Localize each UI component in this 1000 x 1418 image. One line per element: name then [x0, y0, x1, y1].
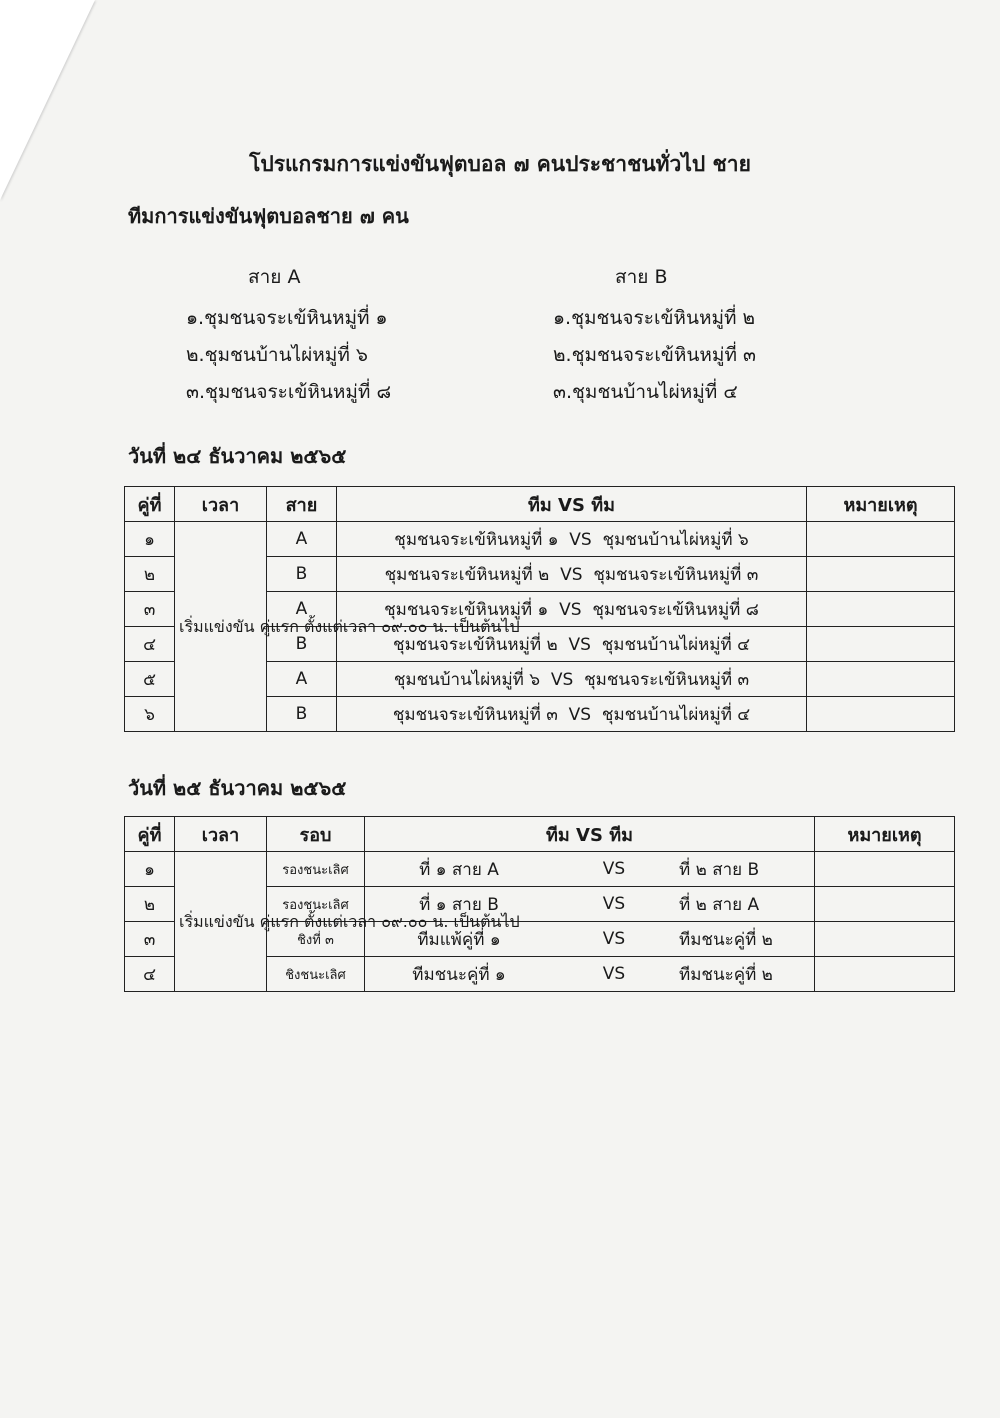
home-team: ที่ ๑ สาย A	[419, 859, 499, 880]
vs-label: VS	[550, 669, 574, 690]
group-a-team: ๑.ชุมชนจระเข้หินหมู่ที่ ๑	[186, 307, 388, 329]
away-team: ทีมชนะคู่ที่ ๒	[679, 929, 773, 950]
home-team: ชุมชนจระเข้หินหมู่ที่ ๑	[394, 529, 559, 550]
header-pair-no: คู่ที่	[125, 487, 175, 522]
home-team: ทีมแพ้คู่ที่ ๑	[417, 929, 501, 950]
pair-no: ๓	[125, 922, 175, 957]
table-header-row	[125, 817, 955, 852]
remark-cell	[807, 662, 955, 697]
group-cell: B	[267, 697, 337, 732]
vs-label: VS	[568, 634, 591, 655]
round-cell: รองชนะเลิศ	[267, 887, 365, 922]
page-title: โปรแกรมการแข่งขันฟุตบอล ๗ คนประชาชนทั่วไป ชาย	[249, 152, 751, 176]
pair-no: ๔	[125, 957, 175, 992]
home-team: ชุมชนจระเข้หินหมู่ที่ ๑	[384, 599, 549, 620]
pair-no: ๔	[125, 627, 175, 662]
group-b-team: ๓.ชุมชนบ้านไผ่หมู่ที่ ๔	[553, 381, 738, 403]
home-team: ชุมชนจระเข้หินหมู่ที่ ๒	[393, 634, 558, 655]
vs-label: VS	[560, 564, 583, 585]
home-team: ชุมชนจระเข้หินหมู่ที่ ๒	[384, 564, 550, 585]
pair-no: ๖	[125, 697, 175, 732]
header-time: เวลา	[175, 817, 267, 852]
away-team: ชุมชนบ้านไผ่หมู่ที่ ๔	[601, 634, 750, 655]
match-cell	[337, 627, 807, 662]
home-team: ชุมชนบ้านไผ่หมู่ที่ ๖	[393, 669, 541, 690]
group-b-team: ๑.ชุมชนจระเข้หินหมู่ที่ ๒	[553, 307, 756, 329]
match-cell	[337, 697, 807, 732]
pair-no: ๑	[125, 522, 175, 557]
away-team: ที่ ๒ สาย A	[679, 894, 760, 915]
away-team: ชุมชนจระเข้หินหมู่ที่ ๓	[593, 564, 759, 585]
header-remark: หมายเหตุ	[815, 817, 955, 852]
group-cell: A	[267, 592, 337, 627]
match-cell	[365, 852, 815, 887]
pair-no: ๕	[125, 662, 175, 697]
table-header-row	[125, 487, 955, 522]
pair-no: ๒	[125, 557, 175, 592]
away-team: ชุมชนจระเข้หินหมู่ที่ ๘	[592, 599, 759, 620]
table-row	[125, 852, 955, 887]
teams-heading: ทีมการแข่งขันฟุตบอลชาย ๗ คน	[128, 204, 409, 228]
round-cell: ชิงชนะเลิศ	[267, 957, 365, 992]
home-team: ทีมชนะคู่ที่ ๑	[412, 964, 506, 985]
remark-cell	[815, 852, 955, 887]
match-cell	[365, 957, 815, 992]
pair-no: ๓	[125, 592, 175, 627]
vs-label: VS	[602, 929, 626, 949]
away-team: ชุมชนบ้านไผ่หมู่ที่ ๔	[601, 704, 751, 725]
round-cell: รองชนะเลิศ	[267, 852, 365, 887]
vs-label: VS	[568, 704, 592, 725]
table-row	[125, 522, 955, 557]
day2-schedule-table	[124, 816, 955, 992]
group-cell: B	[267, 557, 337, 592]
remark-cell	[815, 957, 955, 992]
vs-label: VS	[602, 859, 626, 879]
away-team: ชุมชนจระเข้หินหมู่ที่ ๓	[584, 669, 750, 690]
group-a-label: สาย A	[248, 266, 301, 288]
day2-date: วันที่ ๒๕ ธันวาคม ๒๕๖๕	[128, 776, 347, 800]
vs-label: VS	[569, 529, 592, 550]
away-team: ชุมชนบ้านไผ่หมู่ที่ ๖	[602, 529, 749, 550]
header-match: ทีม VS ทีม	[365, 817, 815, 852]
header-round: รอบ	[267, 817, 365, 852]
header-group: สาย	[267, 487, 337, 522]
group-a-team: ๓.ชุมชนจระเข้หินหมู่ที่ ๘	[186, 381, 392, 403]
away-team: ที่ ๒ สาย B	[679, 859, 760, 880]
vs-label: VS	[559, 599, 582, 620]
match-cell	[337, 557, 807, 592]
match-cell	[365, 922, 815, 957]
group-b-label: สาย B	[615, 266, 668, 288]
remark-cell	[807, 697, 955, 732]
group-b-team: ๒.ชุมชนจระเข้หินหมู่ที่ ๓	[553, 344, 757, 366]
group-a-team: ๒.ชุมชนบ้านไผ่หมู่ที่ ๖	[186, 344, 368, 366]
round-cell: ชิงที่ ๓	[267, 922, 365, 957]
group-cell: A	[267, 662, 337, 697]
group-cell: B	[267, 627, 337, 662]
match-cell	[337, 522, 807, 557]
vs-label: VS	[602, 894, 626, 914]
day1-date: วันที่ ๒๔ ธันวาคม ๒๕๖๕	[128, 444, 347, 468]
start-time-note: เริ่มแข่งขัน คู่แรก ตั้งแต่เวลา ๐๙.๐๐ น. เป็นต้นไป	[175, 852, 267, 992]
pair-no: ๑	[125, 852, 175, 887]
header-pair-no: คู่ที่	[125, 817, 175, 852]
remark-cell	[815, 887, 955, 922]
remark-cell	[815, 922, 955, 957]
start-time-note: เริ่มแข่งขัน คู่แรก ตั้งแต่เวลา ๐๙.๐๐ น. เป็นต้นไป	[175, 522, 267, 732]
match-cell	[337, 592, 807, 627]
day1-schedule-table	[124, 486, 955, 732]
remark-cell	[807, 522, 955, 557]
remark-cell	[807, 557, 955, 592]
remark-cell	[807, 627, 955, 662]
header-time: เวลา	[175, 487, 267, 522]
match-cell	[365, 887, 815, 922]
header-match: ทีม VS ทีม	[337, 487, 807, 522]
remark-cell	[807, 592, 955, 627]
group-cell: A	[267, 522, 337, 557]
home-team: ที่ ๑ สาย B	[419, 894, 499, 915]
vs-label: VS	[602, 964, 626, 984]
home-team: ชุมชนจระเข้หินหมู่ที่ ๓	[392, 704, 558, 725]
match-cell	[337, 662, 807, 697]
header-remark: หมายเหตุ	[807, 487, 955, 522]
pair-no: ๒	[125, 887, 175, 922]
away-team: ทีมชนะคู่ที่ ๒	[679, 964, 773, 985]
